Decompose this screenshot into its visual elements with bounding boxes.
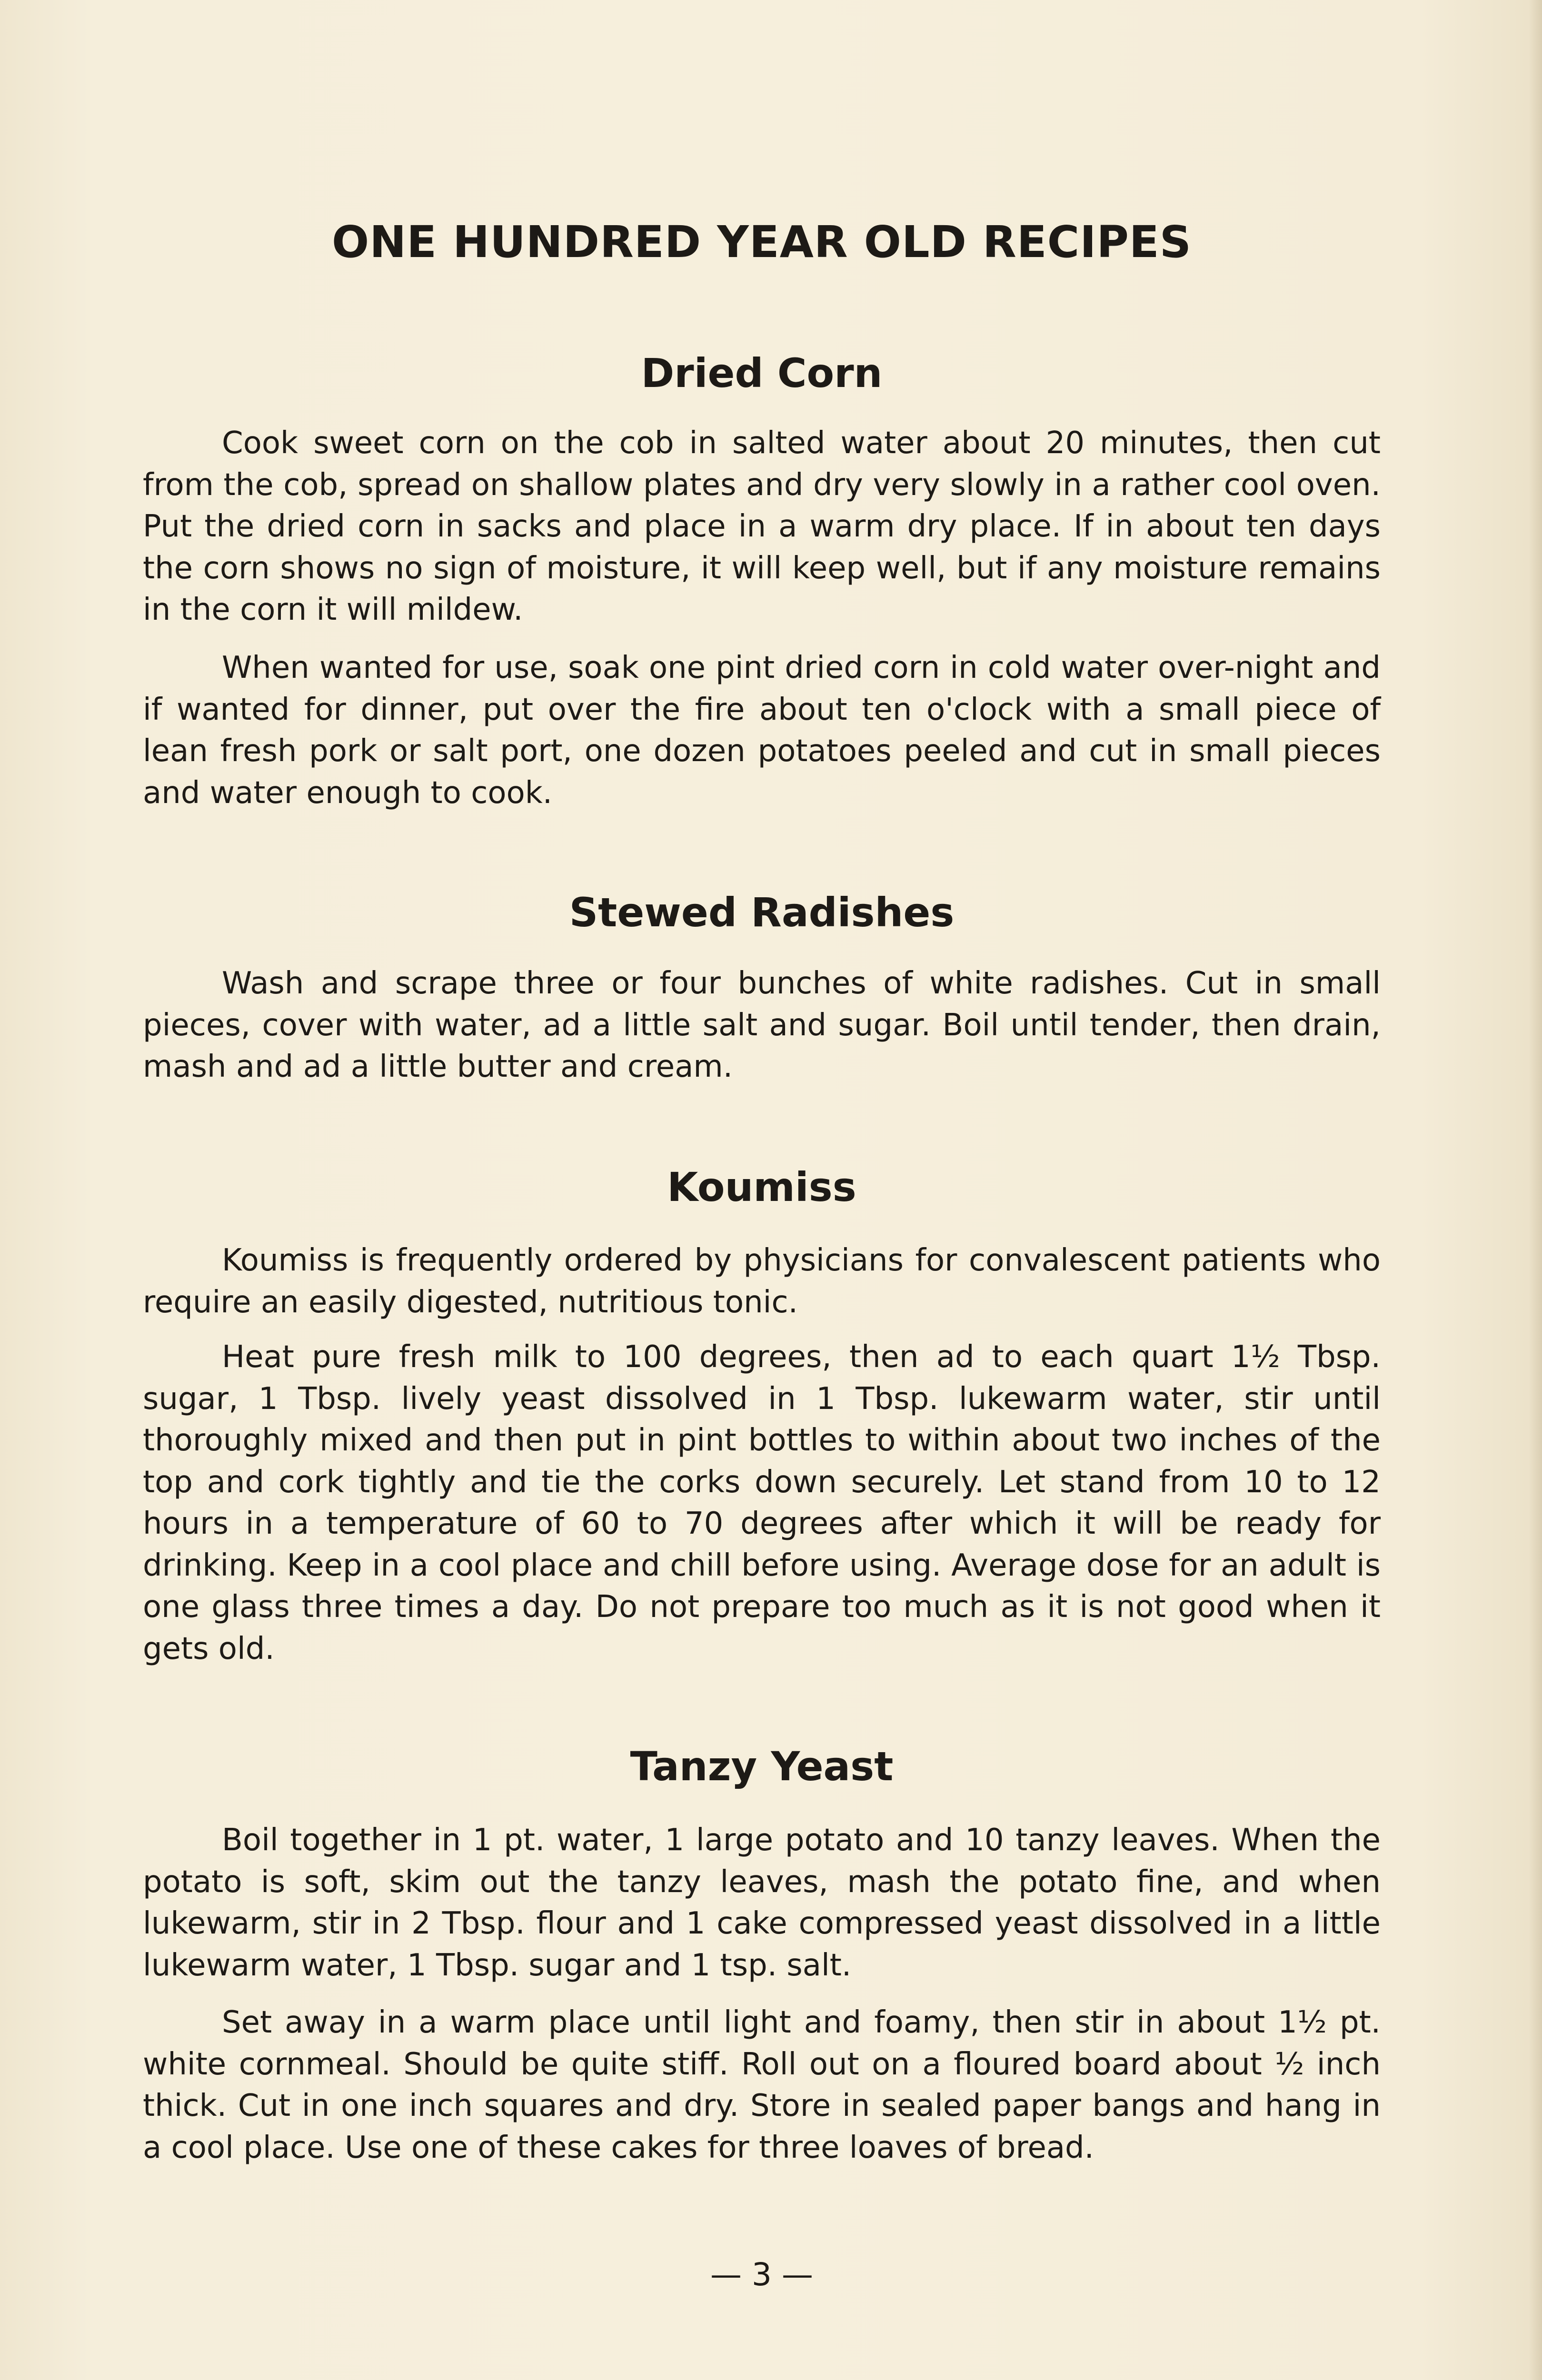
page-number: — 3 — <box>710 2256 813 2293</box>
page-edge-shadow <box>1529 0 1542 2380</box>
paragraph-tanzy-yeast-2: Set away in a warm place until light and foamy, then stir in about 1½ pt. white cornmeal. Should be quite stiff. Roll out on a floured board about ½ inch thick. Cut in one inch squares and dry. Store in sealed paper bangs and hang in a cool place. Use one of these cakes for three loaves of bread. <box>143 2005 1381 2165</box>
paragraph-dried-corn-1: Cook sweet corn on the cob in salted water about 20 minutes, then cut from the cob, spread on shallow plates and dry very slowly in a rather cool oven. Put the dried corn in sacks and place in a warm dry place. If in about ten days the corn shows no sign of moisture, it will keep well, but if any moisture remains in the corn it will mildew. <box>143 426 1381 627</box>
paragraph-tanzy-yeast-1: Boil together in 1 pt. water, 1 large potato and 10 tanzy leaves. When the potato is soft, skim out the tanzy leaves, mash the potato fine, and when lukewarm, stir in 2 Tbsp. flour and 1 cake compressed yeast dissolved in a little lukewarm water, 1 Tbsp. sugar and 1 tsp. salt. <box>143 1823 1381 1983</box>
section-title-tanzy-yeast: Tanzy Yeast <box>630 1743 894 1790</box>
section-title-koumiss: Koumiss <box>667 1164 856 1210</box>
section-title-dried-corn: Dried Corn <box>641 350 883 397</box>
paragraph-koumiss-2: Heat pure fresh milk to 100 degrees, then ad to each quart 1½ Tbsp. sugar, 1 Tbsp. lively yeast dissolved in 1 Tbsp. lukewarm water, stir until thoroughly mixed and then put in pint bottles to within about two inches of the top and cork tightly and tie the corks down securely. Let stand from 10 to 12 hours in a temperature of 60 to 70 degrees after which it will be ready for drinking. Keep in a cool place and chill before using. Average dose for an adult is one glass three times a day. Do not prepare too much as it is not good when it gets old. <box>143 1339 1381 1666</box>
page-title: ONE HUNDRED YEAR OLD RECIPES <box>332 217 1192 268</box>
paragraph-koumiss-1: Koumiss is frequently ordered by physicians for convalescent patients who require an easily digested, nutritious tonic. <box>143 1243 1381 1320</box>
paragraph-stewed-radishes-1: Wash and scrape three or four bunches of white radishes. Cut in small pieces, cover with water, ad a little salt and sugar. Boil until tender, then drain, mash and ad a little butter and cream. <box>143 966 1381 1084</box>
section-title-stewed-radishes: Stewed Radishes <box>569 889 955 936</box>
paragraph-dried-corn-2: When wanted for use, soak one pint dried corn in cold water over-night and if wanted for dinner, put over the fire about ten o'clock with a small piece of lean fresh pork or salt port, one dozen potatoes peeled and cut in small pieces and water enough to cook. <box>143 650 1381 811</box>
